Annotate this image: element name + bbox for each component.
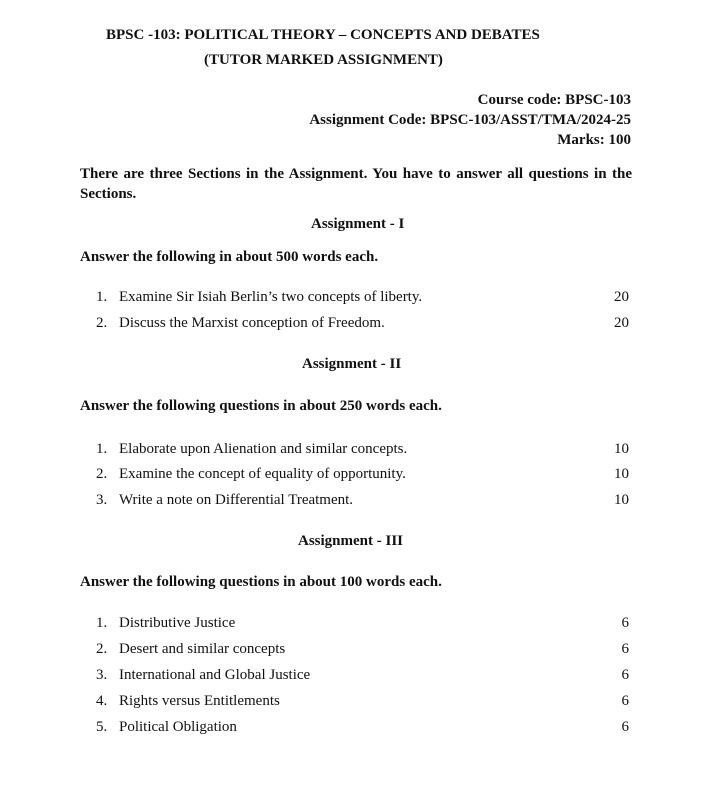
question-text: Distributive Justice: [119, 615, 236, 631]
question-number: 1.: [96, 441, 108, 457]
question-number: 4.: [96, 693, 108, 709]
question-number: 2.: [96, 641, 108, 657]
question-number: 3.: [96, 492, 108, 508]
section-instruction: Answer the following questions in about 100 words each.: [80, 574, 442, 590]
question-row: [0, 441, 702, 461]
question-text: Rights versus Entitlements: [119, 693, 280, 709]
question-number: 2.: [96, 466, 108, 482]
total-marks: Marks: 100: [557, 132, 631, 148]
question-row: [0, 667, 702, 687]
question-number: 1.: [96, 615, 108, 631]
question-marks: 6: [621, 641, 629, 657]
question-text: Examine Sir Isiah Berlin’s two concepts of liberty.: [119, 289, 423, 305]
question-marks: 6: [621, 615, 629, 631]
section-title: Assignment - III: [298, 533, 404, 549]
section-instruction: Answer the following questions in about 250 words each.: [80, 398, 442, 414]
question-marks: 6: [621, 719, 629, 735]
question-text: Discuss the Marxist conception of Freedom.: [119, 315, 385, 331]
question-row: [0, 315, 702, 335]
question-marks: 20: [614, 289, 629, 305]
section-title: Assignment - II: [302, 356, 402, 372]
question-row: [0, 615, 702, 635]
question-number: 2.: [96, 315, 108, 331]
course-code: Course code: BPSC-103: [477, 92, 631, 108]
question-number: 1.: [96, 289, 108, 305]
question-row: [0, 492, 702, 512]
question-text: Desert and similar concepts: [119, 641, 286, 657]
question-marks: 6: [621, 693, 629, 709]
question-row: [0, 719, 702, 739]
question-row: [0, 466, 702, 486]
document-subtitle: (TUTOR MARKED ASSIGNMENT): [204, 52, 443, 68]
question-text: Elaborate upon Alienation and similar concepts.: [119, 441, 408, 457]
question-text: International and Global Justice: [119, 667, 311, 683]
question-marks: 10: [614, 492, 629, 508]
question-number: 3.: [96, 667, 108, 683]
section-title: Assignment - I: [311, 216, 405, 232]
question-text: Write a note on Differential Treatment.: [119, 492, 354, 508]
intro-paragraph: There are three Sections in the Assignment. You have to answer all questions in the Sections.: [80, 166, 632, 202]
question-text: Political Obligation: [119, 719, 237, 735]
question-number: 5.: [96, 719, 108, 735]
assignment-code: Assignment Code: BPSC-103/ASST/TMA/2024-25: [309, 112, 631, 128]
section-instruction: Answer the following in about 500 words each.: [80, 249, 379, 265]
question-row: [0, 693, 702, 713]
document-title: BPSC -103: POLITICAL THEORY – CONCEPTS AND DEBATES: [106, 27, 540, 43]
question-text: Examine the concept of equality of opportunity.: [119, 466, 406, 482]
question-marks: 10: [614, 441, 629, 457]
question-marks: 6: [621, 667, 629, 683]
question-marks: 20: [614, 315, 629, 331]
question-row: [0, 289, 702, 309]
question-row: [0, 641, 702, 661]
question-marks: 10: [614, 466, 629, 482]
